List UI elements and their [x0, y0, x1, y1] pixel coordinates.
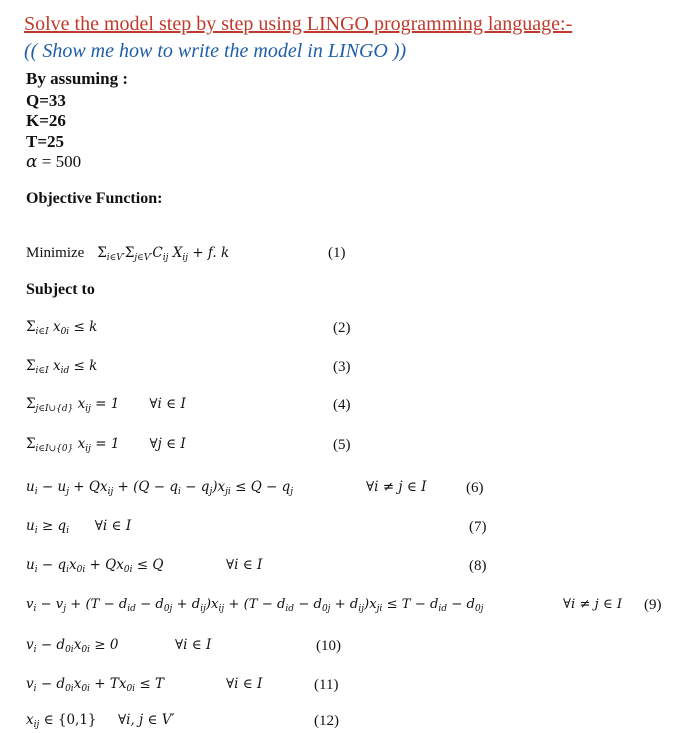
constraint-12: $x_{ij}$ ∈ {0,1} ∀i, j ∈ V′: [26, 712, 175, 730]
constraint-11: $v_i - d_{0i}x_{0i} + Tx_{0i} \le T$: [26, 676, 164, 694]
param-q: Q=33: [26, 91, 66, 110]
param-t: T=25: [26, 132, 65, 151]
equation-label-7: (7): [469, 519, 487, 535]
equation-label-6: (6): [466, 480, 484, 496]
equation-label-8: (8): [469, 558, 487, 574]
constraint-10-domain: ∀i ∈ I: [175, 637, 212, 653]
subject-to-heading: Subject to: [26, 281, 95, 298]
equation-label-1: (1): [328, 245, 346, 261]
constraint-2: $\Sigma_{i\in I}$ $x_{0i} \le k$: [26, 319, 98, 337]
equation-label-10: (10): [316, 638, 341, 654]
constraint-7: $u_i \ge q_i$ ∀i ∈ I: [26, 518, 132, 536]
constraint-8: $u_i - q_ix_{0i} + Qx_{0i} \le Q$: [26, 557, 164, 575]
constraint-6-domain: ∀i ≠ j ∈ I: [366, 479, 427, 495]
constraint-3: $\Sigma_{i\in I}$ $x_{id} \le k$: [26, 358, 98, 376]
objective-expression: Minimize $\Sigma_{i\in V'}\Sigma_{j\in V'}C_{ij}$ $X_{ij} + f$. k: [26, 245, 230, 263]
param-k: K=26: [26, 111, 66, 130]
equation-label-12: (12): [314, 713, 339, 729]
param-alpha: α = 500: [26, 152, 82, 172]
constraint-11-domain: ∀i ∈ I: [226, 676, 263, 692]
equation-label-2: (2): [333, 320, 351, 336]
constraint-8-domain: ∀i ∈ I: [226, 557, 263, 573]
constraint-5: $\Sigma_{i\in I\cup\{0\}}$ $x_{ij} = 1$ ∀j ∈ I: [26, 436, 186, 454]
param-alpha-value: 500: [55, 152, 82, 171]
constraint-9-domain: ∀i ≠ j ∈ I: [563, 597, 623, 612]
constraint-6: $u_i - u_j + Qx_{ij} + (Q - q_i - q_j)x_{ji} \le Q - q_j$: [26, 479, 294, 497]
assumptions-heading: By assuming :: [26, 69, 129, 88]
equation-label-9: (9): [644, 597, 662, 613]
page-title: Solve the model step by step using LINGO programming language:-: [24, 13, 573, 35]
equation-label-4: (4): [333, 397, 351, 413]
constraint-10: $v_i - d_{0i}x_{0i} \ge 0$: [26, 637, 119, 655]
constraint-4: $\Sigma_{j\in I\cup\{d\}}$ $x_{ij} = 1$ ∀i ∈ I: [26, 396, 186, 414]
constraint-9: $v_i - v_j + (T - d_{id} - d_{0j} + d_{ij})x_{ij} + (T - d_{id} - d_{0j} + d_{ij})x_{ji} \le T - d_{id} - d_{0j}$: [26, 597, 484, 614]
equation-label-5: (5): [333, 437, 351, 453]
equation-label-3: (3): [333, 359, 351, 375]
equation-label-11: (11): [314, 677, 339, 693]
objective-heading: Objective Function:: [26, 190, 163, 207]
page-subtitle: (( Show me how to write the model in LINGO )): [24, 40, 407, 62]
minimize-word: Minimize: [26, 245, 85, 261]
